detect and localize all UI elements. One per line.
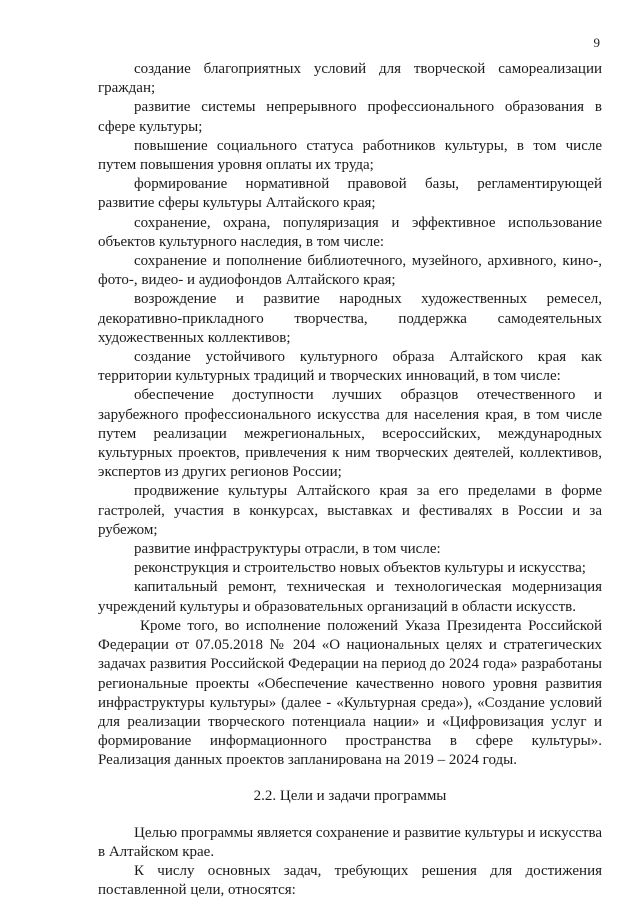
paragraph: создание устойчивого культурного образа Алтайского края как территории культурных традиций и творческих инноваций, в том числе: bbox=[98, 349, 602, 385]
paragraph: развитие системы непрерывного профессионального образования в сфере культуры; bbox=[98, 99, 602, 135]
paragraph: сохранение и пополнение библиотечного, музейного, архивного, кино-, фото-, видео- и аудиофондов Алтайского края; bbox=[98, 253, 602, 289]
paragraph: К числу основных задач, требующих решения для достижения поставленной цели, относятся: bbox=[98, 863, 602, 899]
document-body bbox=[98, 60, 602, 901]
paragraph: обеспечение доступности лучших образцов отечественного и зарубежного профессионального искусства для населения края, в том числе путем реализации межрегиональных, всероссийских, международных культурных проектов, привлечения к ним творческих деятелей, коллективов, экспертов из других регионов России; bbox=[98, 387, 602, 481]
section-heading: 2.2. Цели и задачи программы bbox=[253, 787, 447, 804]
paragraph: реконструкция и строительство новых объектов культуры и искусства; bbox=[134, 560, 586, 577]
page-number: 9 bbox=[593, 35, 600, 50]
paragraph: продвижение культуры Алтайского края за его пределами в форме гастролей, участия в конкурсах, выставках и фестивалях в России и за рубежом; bbox=[98, 483, 602, 538]
paragraph: Кроме того, во исполнение положений Указа Президента Российской Федерации от 07.05.2018 № 204 «О национальных целях и стратегических задачах развития Российской Федерации на период до 2024 года» разработаны региональные проекты «Обеспечение качественно нового уровня развития инфраструктуры культуры» (далее - «Культурная среда»), «Создание условий для реализации творческого потенциала нации» и «Цифровизация услуг и формирование информационного пространства в сфере культуры». Реализация данных проектов запланирована на 2019 – 2024 годы. bbox=[98, 617, 602, 769]
paragraph: повышение социального статуса работников культуры, в том числе путем повышения уровня оплаты их труда; bbox=[98, 137, 602, 174]
paragraph: создание благоприятных условий для творческой самореализации граждан; bbox=[98, 61, 602, 97]
paragraph: капитальный ремонт, техническая и технологическая модернизация учреждений культуры и образовательных организаций в области искусств. bbox=[98, 579, 602, 615]
paragraph: сохранение, охрана, популяризация и эффективное использование объектов культурного наследия, в том числе: bbox=[98, 214, 602, 250]
paragraph: возрождение и развитие народных художественных ремесел, декоративно-прикладного творчества, поддержка самодеятельных художественных коллективов; bbox=[98, 291, 602, 346]
paragraph: развитие инфраструктуры отрасли, в том числе: bbox=[134, 541, 441, 558]
paragraph: формирование нормативной правовой базы, регламентирующей развитие сферы культуры Алтайского края; bbox=[98, 176, 602, 212]
paragraph: Целью программы является сохранение и развитие культуры и искусства в Алтайском крае. bbox=[98, 824, 602, 860]
